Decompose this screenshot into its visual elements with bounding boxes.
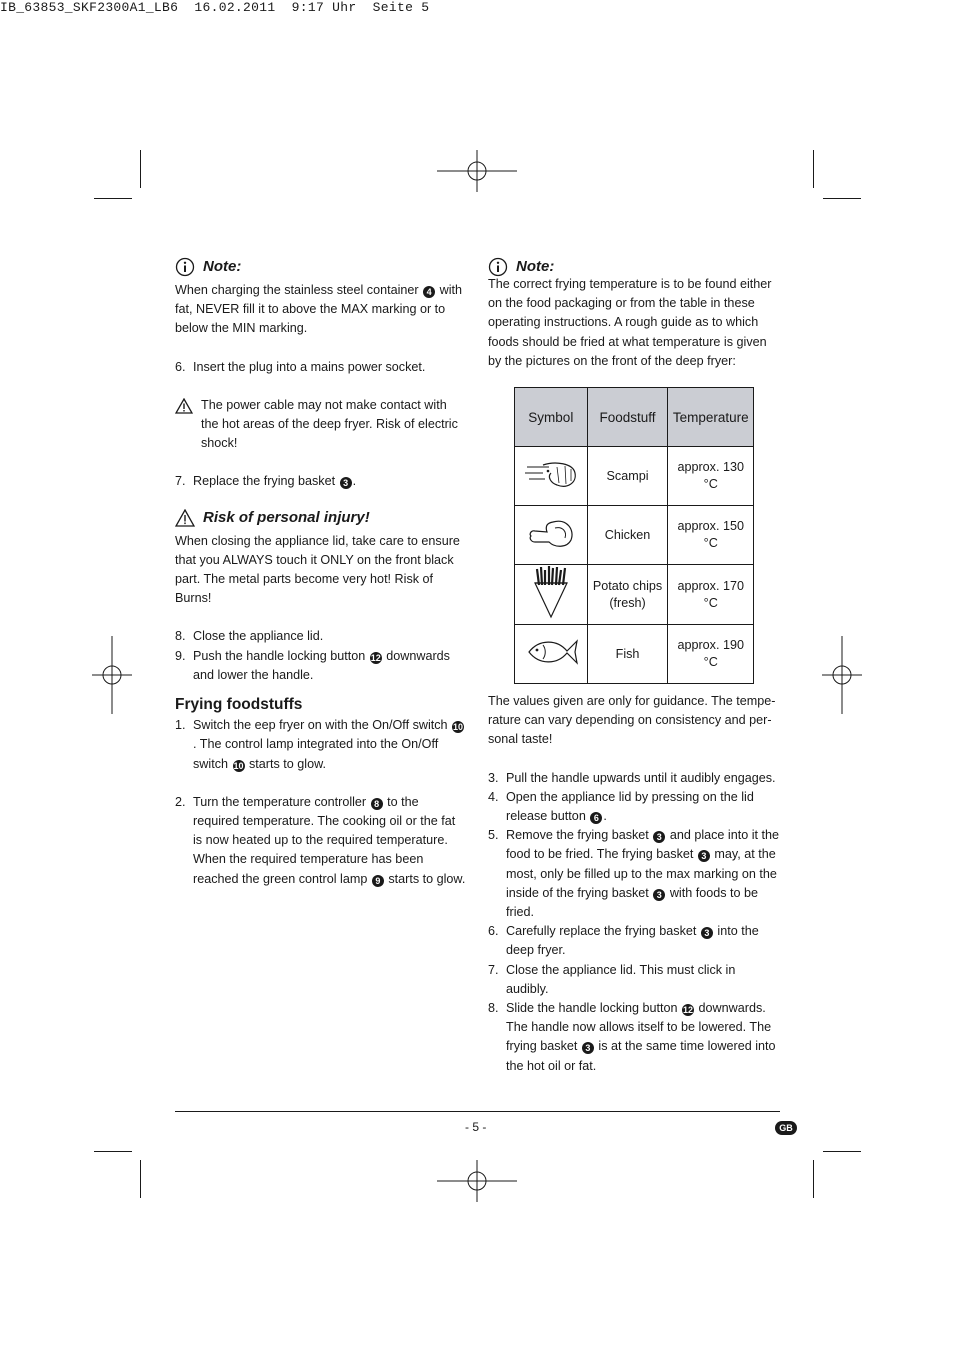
part-number-badge: 6: [590, 812, 602, 824]
steps-list: [488, 769, 780, 1076]
right-column: [488, 255, 780, 1076]
crop-mark: [823, 198, 861, 199]
temperature-table: [514, 387, 754, 684]
column-header: Temperature: [668, 388, 754, 447]
part-number-badge: 3: [701, 927, 713, 939]
guidance-text: The values given are only for guidance. The tempe-rature can vary depending on consistency and per-sonal taste!: [488, 694, 776, 747]
chicken-leg-icon: [521, 512, 581, 554]
column-header: Foodstuff: [587, 388, 668, 447]
crop-mark: [823, 1151, 861, 1152]
part-number-badge: 3: [653, 889, 665, 901]
risk-text: When closing the appliance lid, take care to ensure that you ALWAYS touch it ONLY on the front black part. The metal parts become very hot! Risk of Burns!: [175, 533, 460, 606]
column-header: Symbol: [515, 388, 588, 447]
table-row: [515, 506, 754, 565]
list-item: 7. Replace the frying basket 3 .: [175, 474, 357, 489]
part-number-badge: 4: [423, 286, 435, 298]
warning-text: The power cable may not make contact with the hot areas of the deep fryer. Risk of electric shock!: [201, 397, 458, 451]
warning-icon: [175, 509, 195, 527]
registration-mark-top: [437, 150, 517, 192]
list-item: 3. Pull the handle upwards until it audibly engages.: [488, 770, 776, 785]
part-number-badge: 3: [653, 831, 665, 843]
temperature-cell: approx. 190 °C: [668, 625, 754, 684]
foodstuff-cell: Potato chips (fresh): [587, 565, 668, 625]
crop-mark: [94, 1151, 132, 1152]
note-title: Note:: [516, 258, 555, 276]
list-item: 6. Insert the plug into a mains power socket.: [175, 359, 426, 374]
language-badge: GB: [775, 1121, 797, 1135]
part-number-badge: 12: [683, 1005, 694, 1016]
left-column: [175, 255, 467, 889]
page-number: - 5 -: [465, 1120, 487, 1134]
crop-mark: [140, 150, 141, 188]
temperature-cell: approx. 150 °C: [668, 506, 754, 565]
symbol-cell: [515, 447, 588, 506]
part-number-badge: 3: [340, 477, 352, 489]
info-icon: [488, 257, 508, 277]
table-row: [515, 447, 754, 506]
note-heading: [175, 255, 467, 279]
warning-icon: [175, 398, 193, 414]
list-item: 6. Carefully replace the frying basket 3 into the deep fryer.: [488, 924, 759, 958]
registration-mark-right: [822, 636, 862, 714]
steps-list: [175, 716, 467, 774]
part-number-badge: 9: [372, 875, 384, 887]
info-icon: [175, 257, 195, 277]
steps-list: [175, 358, 467, 377]
part-number-badge: 12: [370, 652, 381, 663]
shrimp-icon: [521, 453, 581, 495]
note-title: Note:: [203, 258, 242, 276]
footer-rule: [175, 1111, 780, 1112]
list-item: 5. Remove the frying basket 3 and place into it the food to be fried. The frying basket 3 may, at the most, only be filled up to the max marking on the inside of the frying basket 3 with foods to be fried.: [488, 828, 780, 920]
list-item: 7. Close the appliance lid. This must click in audibly.: [488, 962, 736, 996]
foodstuff-cell: Scampi: [587, 447, 668, 506]
part-number-badge: 3: [582, 1042, 594, 1054]
crop-mark: [813, 150, 814, 188]
crop-mark: [140, 1160, 141, 1198]
table-row: [515, 565, 754, 625]
steps-list: [175, 627, 467, 685]
foodstuff-cell: Fish: [587, 625, 668, 684]
steps-list: [175, 472, 467, 491]
table-row: [515, 625, 754, 684]
section-title: Frying foodstuffs: [175, 696, 303, 714]
list-item: 8. Close the appliance lid.: [175, 629, 324, 644]
list-item: 2. Turn the temperature controller 8 to the required temperature. The cooking oil or the fat is now heated up to the required temperature. When the required temperature has been reached the green control lamp 9 starts to glow.: [175, 794, 466, 886]
temperature-cell: approx. 170 °C: [668, 565, 754, 625]
foodstuff-cell: Chicken: [587, 506, 668, 565]
symbol-cell: [515, 506, 588, 565]
list-item: 9. Push the handle locking button 12 downwards and lower the handle.: [175, 648, 450, 682]
risk-heading: [175, 506, 467, 530]
list-item: 8. Slide the handle locking button 12 downwards. The handle now allows itself to be lowered. The frying basket 3 is at the same time lowered into the hot oil or fat.: [488, 1001, 776, 1073]
note-text: When charging the stainless steel container 4 with fat, NEVER fill it to above the MAX marking or to below the MIN marking.: [175, 283, 463, 336]
list-item: 4. Open the appliance lid by pressing on the lid release button 6 .: [488, 789, 754, 824]
registration-mark-left: [92, 636, 132, 714]
note-text: The correct frying temperature is to be found either on the food packaging or from the table in these operating instructions. A rough guide as to which foods should be fried at what temperature is given by the pictures on the front of the deep fryer:: [488, 277, 772, 368]
warning-block: [175, 396, 467, 454]
risk-title: Risk of personal injury!: [203, 509, 370, 527]
list-item: 1. Switch the eep fryer on with the On/Off switch 10. The control lamp integrated into the On/Off switch 10 starts to glow.: [175, 718, 464, 771]
part-number-badge: 8: [371, 798, 383, 810]
print-slug: IB_63853_SKF2300A1_LB6 16.02.2011 9:17 Uhr Seite 5: [0, 0, 430, 15]
fish-icon: [521, 631, 581, 673]
symbol-cell: [515, 565, 588, 625]
crop-mark: [94, 198, 132, 199]
table-header-row: [515, 388, 754, 447]
symbol-cell: [515, 625, 588, 684]
crop-mark: [813, 1160, 814, 1198]
part-number-badge: 10: [453, 722, 464, 733]
fries-icon: [529, 565, 573, 619]
part-number-badge: 10: [233, 760, 244, 771]
steps-list: [175, 793, 467, 889]
registration-mark-bottom: [437, 1160, 517, 1202]
temperature-cell: approx. 130 °C: [668, 447, 754, 506]
part-number-badge: 3: [698, 850, 710, 862]
